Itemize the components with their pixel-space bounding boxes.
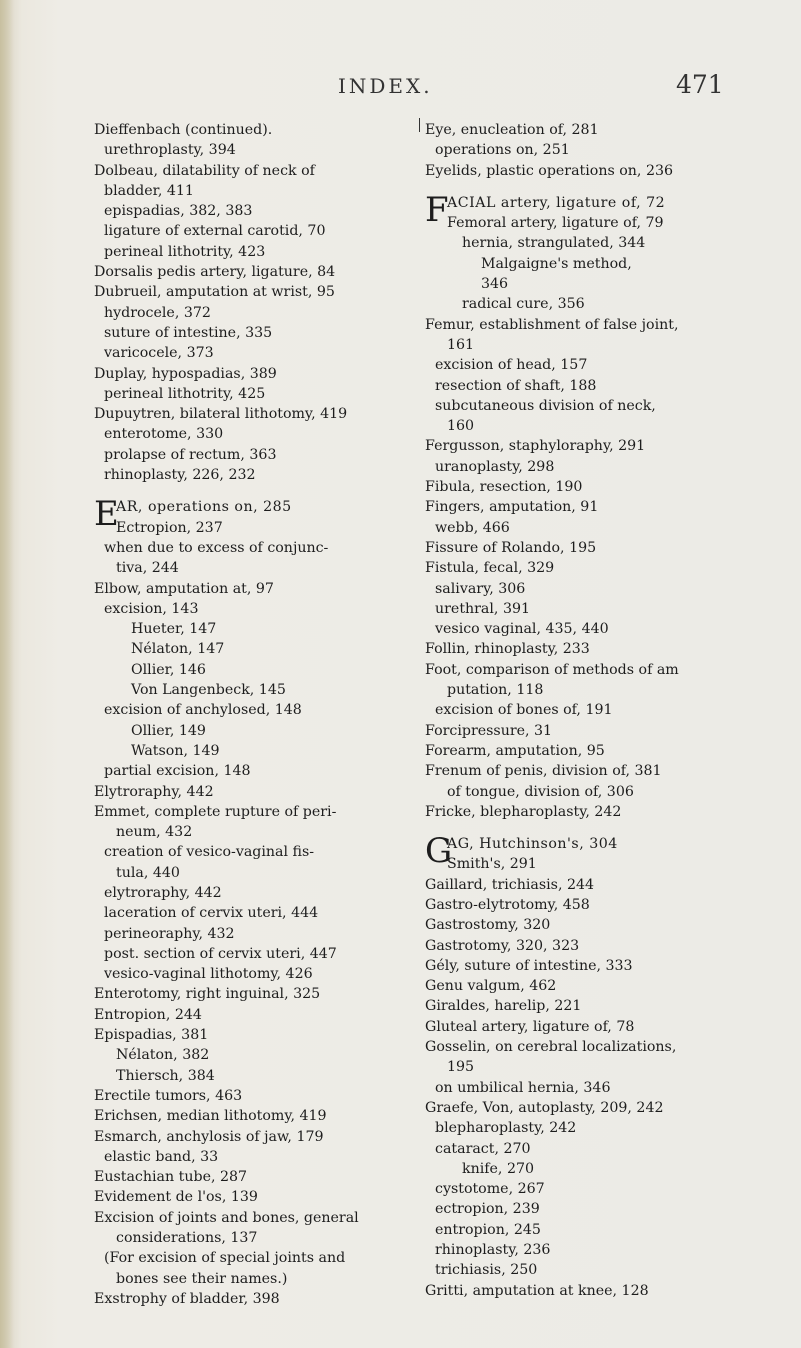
index-entry: Dorsalis pedis artery, ligature, 84 [94,264,336,281]
index-entry-text: ACIAL artery, ligature of, 72 [447,194,666,211]
index-entry: Femoral artery, ligature of, 79 [447,215,664,232]
index-subentry: 346 [481,276,509,293]
index-subentry: suture of intestine, 335 [104,324,273,341]
drop-cap-letter: G [425,831,453,872]
index-entry: Duplay, hypospadias, 389 [94,365,277,382]
index-subentry: elytroraphy, 442 [104,884,222,901]
index-entry-text: AR, operations on, 285 [116,499,292,516]
index-entry: Dubrueil, amputation at wrist, 95 [94,284,335,301]
index-subentry: tiva, 244 [116,560,179,577]
index-subentry: cystotome, 267 [435,1181,545,1198]
index-entry: Fingers, amputation, 91 [425,499,599,516]
index-entry: Enterotomy, right inguinal, 325 [94,986,321,1003]
index-entry: Forearm, amputation, 95 [425,742,605,759]
index-entry: Entropion, 244 [94,1006,202,1023]
index-subentry: salivary, 306 [435,580,526,597]
index-subentry: radical cure, 356 [462,296,585,313]
index-entry: Eustachian tube, 287 [94,1169,248,1186]
index-entry: Gastro-elytrotomy, 458 [425,896,590,913]
index-entry: Dupuytren, bilateral lithotomy, 419 [94,406,348,423]
index-subentry: partial excision, 148 [104,763,251,780]
index-subentry: cataract, 270 [435,1140,531,1157]
index-column-left [94,120,394,1309]
section-gap [425,822,775,834]
index-subentry: ectropion, 239 [435,1201,540,1218]
drop-cap-letter: E [94,494,120,535]
index-entry: Exstrophy of bladder, 398 [94,1290,280,1307]
index-entry: Fistula, fecal, 329 [425,560,555,577]
index-subentry: Hueter, 147 [131,621,217,638]
index-subentry: operations on, 251 [435,142,570,159]
index-subentry: epispadias, 382, 383 [104,203,253,220]
section-gap [425,181,775,193]
page-number: 471 [676,70,724,99]
index-entry: Fibula, resection, 190 [425,479,583,496]
index-subentry: perineal lithotrity, 423 [104,243,266,260]
index-subentry: knife, 270 [462,1160,535,1177]
index-entry: Genu valgum, 462 [425,978,557,995]
index-entry: Eye, enucleation of, 281 [425,122,599,138]
index-subentry: varicocele, 373 [104,345,214,362]
section-gap [94,485,394,497]
index-subentry: Thiersch, 384 [116,1067,215,1084]
index-subentry: webb, 466 [435,519,510,536]
index-subentry: excision of head, 157 [435,357,588,374]
index-entry: Fergusson, staphyloraphy, 291 [425,438,646,455]
index-entry: Fricke, blepharoplasty, 242 [425,803,622,820]
index-entry: Eyelids, plastic operations on, 236 [425,162,674,179]
drop-cap-letter: F [425,189,450,230]
index-subentry: prolapse of rectum, 363 [104,446,277,463]
index-entry: Elytroraphy, 442 [94,783,214,800]
index-entry: Dolbeau, dilatability of neck of [94,162,315,179]
index-subentry: urethral, 391 [435,600,531,617]
index-entry: Frenum of penis, division of, 381 [425,763,662,780]
index-subentry: 160 [447,418,475,435]
index-subentry: bones see their names.) [116,1270,288,1287]
index-subentry: when due to excess of conjunc- [104,539,329,556]
index-subentry: Ollier, 149 [131,722,206,739]
index-subentry: 195 [447,1059,475,1076]
index-subentry: neum, 432 [116,824,193,841]
index-subentry: subcutaneous division of neck, [435,397,656,414]
index-subentry: trichiasis, 250 [435,1262,538,1279]
index-entry: Foot, comparison of methods of am [425,661,679,678]
index-entry: Evidement de l'os, 139 [94,1189,258,1206]
index-subentry: rhinoplasty, 226, 232 [104,467,256,484]
index-subentry: rhinoplasty, 236 [435,1242,551,1259]
index-entry: Femur, establishment of false joint, [425,316,679,333]
index-entry: Gosselin, on cerebral localizations, [425,1039,677,1056]
index-entry: Follin, rhinoplasty, 233 [425,641,590,658]
index-subentry: perineal lithotrity, 425 [104,385,266,402]
index-entry: Erectile tumors, 463 [94,1087,243,1104]
index-entry: Erichsen, median lithotomy, 419 [94,1108,327,1125]
index-entry: Forcipressure, 31 [425,722,553,739]
index-subentry: resection of shaft, 188 [435,377,597,394]
index-entry: Smith's, 291 [447,856,537,873]
index-subentry: of tongue, division of, 306 [447,783,634,800]
column-rule [419,118,420,132]
index-entry: Gluteal artery, ligature of, 78 [425,1018,635,1035]
index-entry: Ectropion, 237 [116,519,223,536]
index-subentry: entropion, 245 [435,1221,541,1238]
index-entry: Gritti, amputation at knee, 128 [425,1282,649,1299]
index-subentry: ligature of external carotid, 70 [104,223,326,240]
index-entry: Excision of joints and bones, general [94,1209,359,1226]
index-subentry: vesico vaginal, 435, 440 [435,621,609,638]
index-subentry: (For excision of special joints and [104,1250,346,1267]
index-entry: Emmet, complete rupture of peri- [94,803,337,820]
index-subentry: creation of vesico-vaginal fis- [104,844,315,861]
index-entry: Fissure of Rolando, 195 [425,539,597,556]
index-subentry: 161 [447,336,475,353]
index-subentry: elastic band, 33 [104,1148,219,1165]
index-subentry: post. section of cervix uteri, 447 [104,945,337,962]
index-subentry: considerations, 137 [116,1230,258,1247]
index-subentry: uranoplasty, 298 [435,458,555,475]
index-entry: Dieffenbach (continued). [94,122,273,138]
index-subentry: Watson, 149 [131,742,220,759]
index-subentry: excision of anchylosed, 148 [104,702,302,719]
index-subentry: tula, 440 [116,864,180,881]
index-subentry: Nélaton, 147 [131,641,225,658]
index-entry: Esmarch, anchylosis of jaw, 179 [94,1128,324,1145]
index-subentry: Ollier, 146 [131,661,206,678]
page-header [0,70,801,104]
index-entry-text: AG, Hutchinson's, 304 [447,836,618,853]
index-subentry: Malgaigne's method, [481,255,632,272]
index-subentry: bladder, 411 [104,182,194,199]
index-entry: Graefe, Von, autoplasty, 209, 242 [425,1099,664,1116]
index-subentry: laceration of cervix uteri, 444 [104,905,319,922]
spine-shadow [0,0,14,1348]
index-entry: Giraldes, harelip, 221 [425,998,582,1015]
index-subentry: urethroplasty, 394 [104,142,236,159]
index-subentry: Von Langenbeck, 145 [131,682,286,699]
running-title: INDEX. [338,74,433,98]
index-subentry: excision of bones of, 191 [435,702,613,719]
index-subentry: Nélaton, 382 [116,1047,210,1064]
index-entry: Gély, suture of intestine, 333 [425,957,633,974]
index-subentry: perineoraphy, 432 [104,925,235,942]
index-entry: Gaillard, trichiasis, 244 [425,876,595,893]
index-subentry: hernia, strangulated, 344 [462,235,646,252]
index-subentry: blepharoplasty, 242 [435,1120,577,1137]
index-subentry: excision, 143 [104,600,199,617]
index-entry: Elbow, amputation at, 97 [94,580,274,597]
index-column-right [425,120,775,1301]
index-entry: Epispadias, 381 [94,1027,209,1044]
index-subentry: putation, 118 [447,682,544,699]
index-subentry: hydrocele, 372 [104,304,211,321]
index-entry: Gastrostomy, 320 [425,917,551,934]
index-subentry: vesico-vaginal lithotomy, 426 [104,966,313,983]
index-subentry: on umbilical hernia, 346 [435,1079,611,1096]
index-entry: Gastrotomy, 320, 323 [425,937,580,954]
index-subentry: enterotome, 330 [104,426,224,443]
